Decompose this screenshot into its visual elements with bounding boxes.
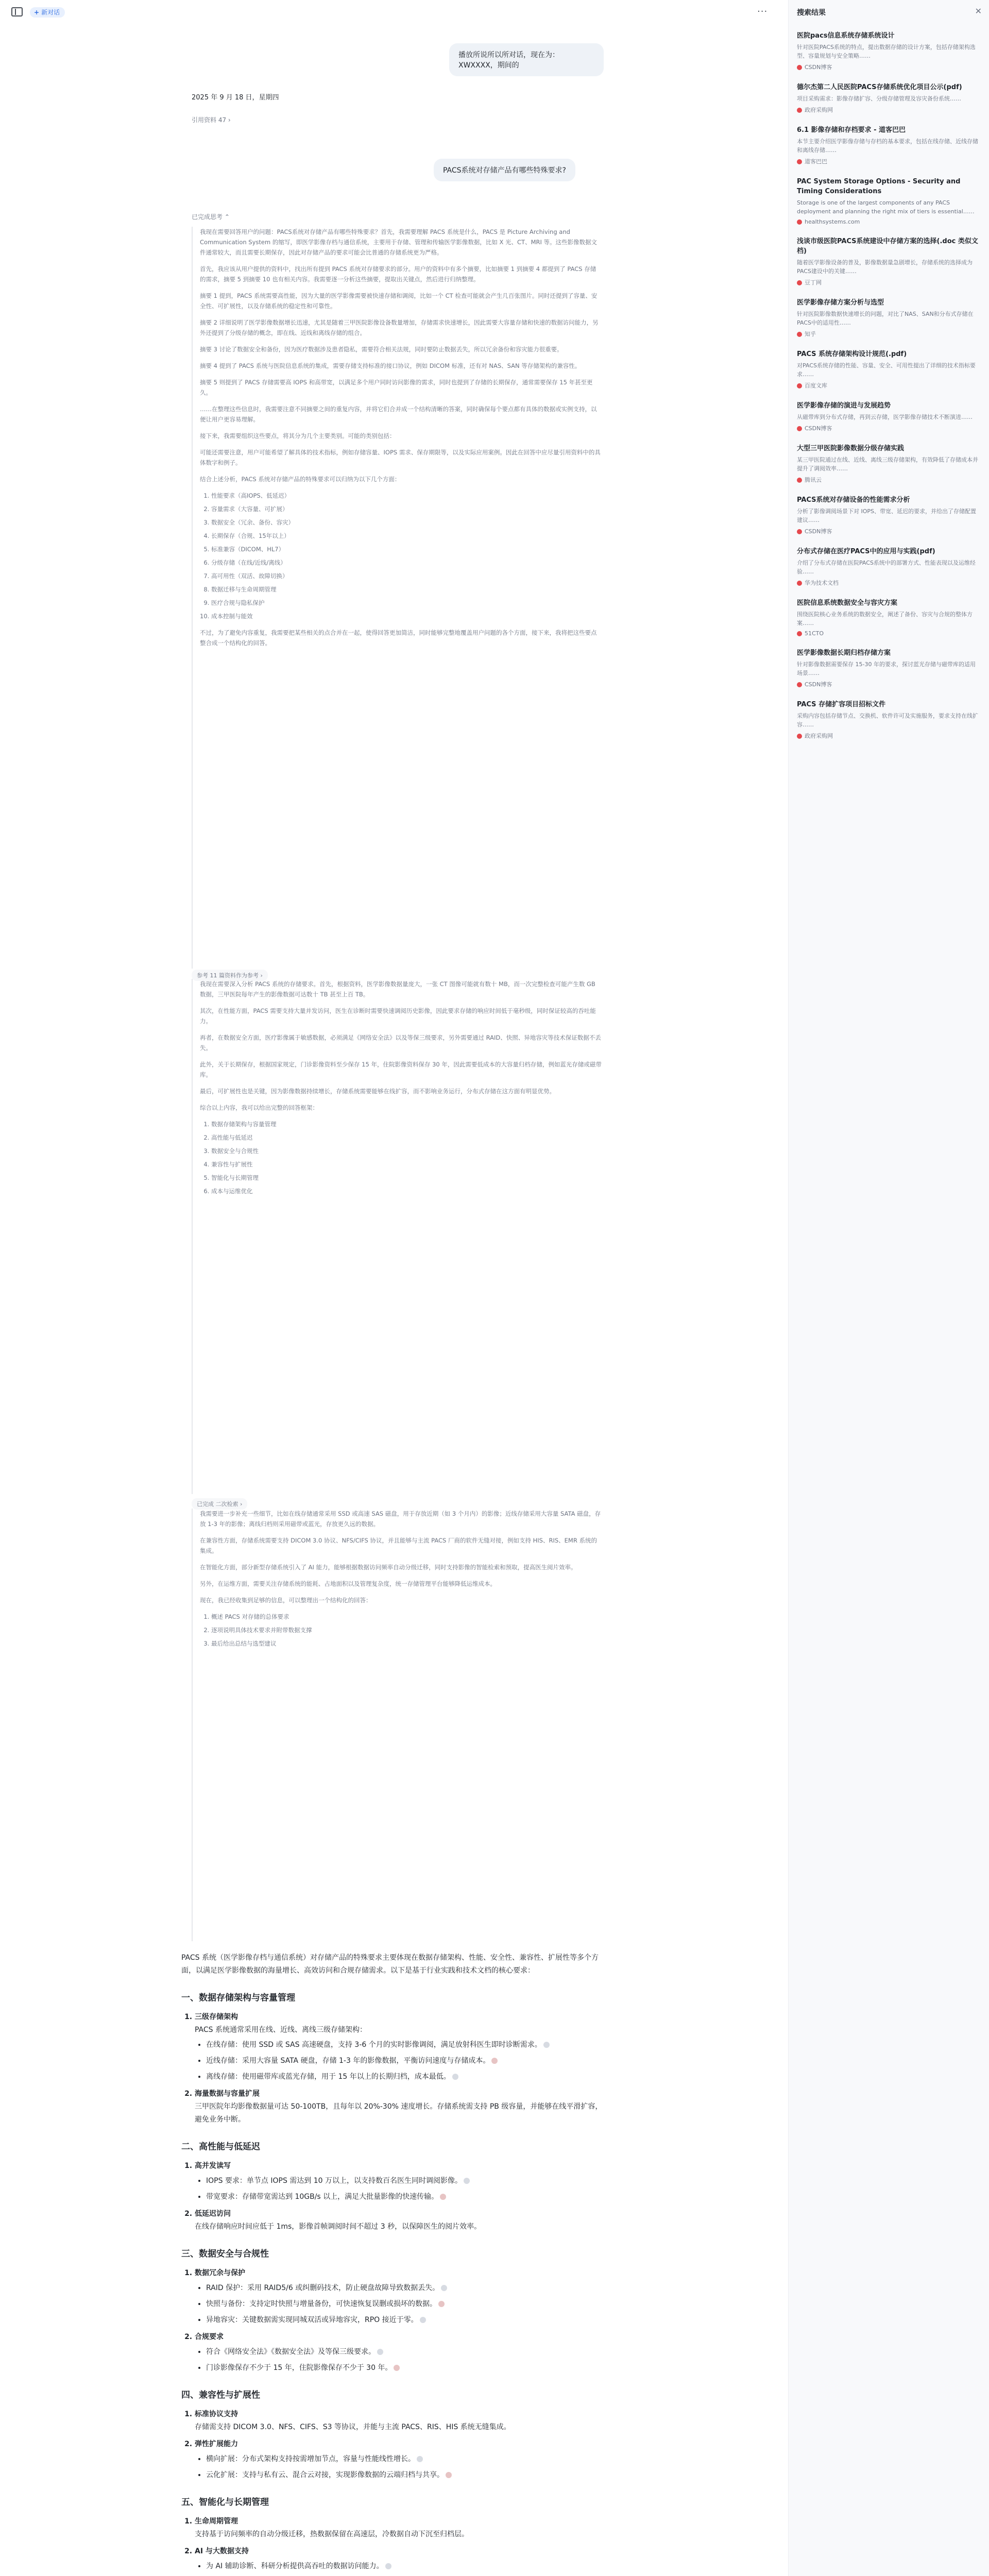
thinking-list [200, 1612, 602, 1649]
bullet-item [206, 2314, 604, 2327]
item-heading: 标准协议支持 [195, 2410, 238, 2418]
section-item [195, 2515, 604, 2541]
bullet-item [206, 2282, 604, 2295]
site-favicon-icon [797, 734, 802, 739]
user-message: 播放所说所以所对话，现在为：XWXXXX，期间的 [449, 43, 604, 76]
site-favicon-icon [797, 108, 802, 113]
thinking-paragraph: 我需要进一步补充一些细节，比如在线存储通常采用 SSD 或高速 SAS 磁盘，用于存放近期（如 3 个月内）的影像；近线存储采用大容量 SATA 磁盘，存放 1-3 年的影像；离线归档则采用磁带或蓝光，存放更久远的数据。 [200, 1510, 601, 1528]
site-favicon-icon [797, 478, 802, 483]
thinking-list [200, 490, 602, 621]
source-snippet: 针对医院影像数据快速增长的问题，对比了NAS、SAN和分布式存储在PACS中的适用性…… [797, 311, 974, 326]
item-heading: 海量数据与容量扩展 [195, 2090, 260, 2098]
citation-icon[interactable] [440, 2194, 446, 2200]
bullet-text: 离线存储：使用磁带库或蓝光存储，用于 15 年以上的长期归档，成本最低。 [206, 2073, 451, 2081]
thinking-paragraph: 结合上述分析，PACS 系统对存储产品的特殊要求可以归纳为以下几个方面： [200, 476, 401, 483]
bullet-item [206, 2469, 604, 2482]
item-body: 三甲医院年均影像数据量可达 50-100TB，且每年以 20%-30% 速度增长。存储系统需支持 PB 级容量，并能够在线平滑扩容，避免业务中断。 [195, 2103, 603, 2124]
site-name: CSDN博客 [805, 528, 832, 535]
bullet-text: IOPS 要求：单节点 IOPS 需达到 10 万以上，以支持数百名医生同时调阅影像。 [206, 2177, 463, 2185]
thinking-paragraph: 在兼容性方面，存储系统需要支持 DICOM 3.0 协议、NFS/CIFS 协议，并且能够与主流 PACS 厂商的软件无缝对接，例如支持 HIS、RIS、EMR 系统的集成。 [200, 1537, 597, 1554]
source-title[interactable]: PAC System Storage Options - Security and Timing Considerations [797, 178, 961, 195]
source-snippet: 围绕医院核心业务系统的数据安全，阐述了备份、容灾与合规的整体方案…… [797, 611, 973, 626]
list-item: 3. 数据安全（冗余、备份、容灾） [211, 517, 602, 528]
source-site [797, 278, 979, 286]
item-heading: 低延迟访问 [195, 2210, 231, 2218]
source-title[interactable]: 医学影像数据长期归档存储方案 [797, 649, 891, 657]
date-line: 2025 年 9 月 18 日，星期四 [192, 94, 279, 101]
source-site [797, 630, 979, 637]
thinking-paragraph: 摘要 1 提到，PACS 系统需要高性能，因为大量的医学影像需要被快速存储和调阅，比如一个 CT 检查可能就会产生几百张图片。同时还提到了容量、安全性、可扩展性，以及存储系统的稳定性和可靠性。 [200, 292, 598, 310]
thinking-paragraph: 现在，我已经收集到足够的信息，可以整理出一个结构化的回答： [200, 1597, 372, 1604]
search-chip[interactable]: 已完成 二次检索 › [192, 1498, 247, 1510]
citation-icon[interactable] [441, 2285, 447, 2291]
source-title[interactable]: 6.1 影像存储和存档要求 - 道客巴巴 [797, 126, 906, 134]
thinking-paragraph: 摘要 2 详细说明了医学影像数据增长迅速，尤其是随着三甲医院影像设备数量增加，存储需求快速增长，因此需要大容量存储和快速的数据访问能力，另外还提到了分级存储的概念，即在线、近线和离线存储的组合。 [200, 319, 599, 336]
bullet-text: 快照与备份：支持定时快照与增量备份，可快速恢复误删或损坏的数据。 [206, 2300, 437, 2308]
source-snippet: 采购内容包括存储节点、交换机、软件许可及实施服务，要求支持在线扩容…… [797, 713, 978, 728]
bullet-list [195, 2175, 604, 2204]
site-name: healthsystems.com [805, 218, 860, 225]
bullet-item [206, 2191, 604, 2204]
bullet-item [206, 2175, 604, 2188]
source-snippet: 某三甲医院通过在线、近线、离线三级存储架构，有效降低了存储成本并提升了调阅效率…… [797, 456, 978, 472]
list-item: 1. 性能要求（高IOPS、低延迟） [211, 490, 602, 501]
item-body: 在线存储响应时间应低于 1ms，影像首帧调阅时间不超过 3 秒，以保障医生的阅片效率。 [195, 2223, 482, 2231]
answer-sections [181, 1992, 604, 2576]
source-snippet: 对PACS系统存储的性能、容量、安全、可用性提出了详细的技术指标要求…… [797, 362, 976, 378]
source-card[interactable] [797, 648, 979, 688]
site-name: 道客巴巴 [805, 158, 827, 165]
bullet-text: 门诊影像保存不少于 15 年，住院影像保存不少于 30 年。 [206, 2364, 393, 2372]
citation-icon[interactable] [491, 2058, 498, 2064]
source-title[interactable]: PACS 系统存储架构设计规范(.pdf) [797, 350, 907, 358]
thinking-paragraph: 可能还需要注意，用户可能希望了解具体的技术指标，例如存储容量、IOPS 需求、保存期限等，以及实际应用案例。因此在回答中应尽量引用资料中的具体数字和例子。 [200, 449, 601, 466]
item-heading: 三级存储架构 [195, 2013, 238, 2021]
source-title[interactable]: 医学影像存储的演进与发展趋势 [797, 402, 891, 410]
list-item: 9. 医疗合规与隐私保护 [211, 598, 602, 608]
site-favicon-icon [797, 332, 802, 337]
citation-icon[interactable] [420, 2317, 426, 2323]
references-toggle[interactable]: 引用资料 47 › [192, 116, 231, 124]
panel-title: 搜索结果 [797, 9, 826, 17]
site-name: 华为技术文档 [805, 580, 839, 586]
search-chip[interactable]: 参考 11 篇资料作为参考 › [192, 970, 268, 981]
section-heading: 五、智能化与长期管理 [181, 2497, 269, 2507]
source-title[interactable]: 医院pacs信息系统存储系统设计 [797, 32, 895, 40]
source-title[interactable]: 浅谈市级医院PACS系统建设中存储方案的选择(.doc 类似文档) [797, 238, 978, 255]
source-title[interactable]: 大型三甲医院影像数据分级存储实践 [797, 445, 905, 452]
source-card[interactable] [797, 177, 979, 225]
bullet-text: 符合《网络安全法》《数据安全法》及等保三级要求。 [206, 2348, 376, 2356]
thinking-list [200, 1119, 602, 1196]
thinking-paragraph: 摘要 3 讨论了数据安全和备份，因为医疗数据涉及患者隐私，需要符合相关法规，同时要防止数据丢失，所以冗余备份和容灾能力很重要。 [200, 346, 563, 353]
source-card[interactable] [797, 31, 979, 71]
source-card[interactable] [797, 444, 979, 484]
section-list [181, 2160, 604, 2233]
list-item: 7. 高可用性（双活、故障切换） [211, 571, 602, 581]
source-card[interactable] [797, 495, 979, 535]
source-site [797, 579, 979, 587]
source-site [797, 476, 979, 484]
source-title[interactable]: PACS系统对存储设备的性能需求分析 [797, 496, 910, 504]
source-site [797, 381, 979, 389]
site-favicon-icon [797, 426, 802, 431]
site-favicon-icon [797, 280, 802, 285]
citation-icon[interactable] [446, 2472, 452, 2478]
source-card[interactable] [797, 700, 979, 740]
citation-icon[interactable] [438, 2301, 445, 2307]
source-snippet: 介绍了分布式存储在医院PACS系统中的部署方式、性能表现以及运维经验…… [797, 560, 976, 575]
source-card[interactable] [797, 82, 979, 114]
plus-icon: + [34, 9, 40, 16]
answer-body [181, 1952, 604, 2576]
list-item: 4. 长期保存（合规、15年以上） [211, 531, 602, 541]
site-favicon-icon [797, 529, 802, 534]
bullet-text: 异地容灾：关键数据需实现同城双活或异地容灾，RPO 接近于零。 [206, 2316, 418, 2324]
section-heading: 四、兼容性与扩展性 [181, 2390, 260, 2400]
site-name: 政府采购网 [805, 107, 833, 113]
user-message: PACS系统对存储产品有哪些特殊要求? [434, 159, 575, 181]
source-title[interactable]: 医院信息系统数据安全与容灾方案 [797, 599, 898, 607]
site-favicon-icon [797, 581, 802, 586]
thinking-block [192, 979, 602, 1494]
list-item: 2. 容量需求（大容量、可扩展） [211, 504, 602, 514]
source-site [797, 330, 979, 338]
citation-icon[interactable] [464, 2178, 470, 2184]
thinking-paragraph: 不过，为了避免内容重复，我需要把某些相关的点合并在一起，使得回答更加简洁，同时能够完整地覆盖用户问题的各个方面，接下来，我将把这些要点整合成一个结构化的回答。 [200, 629, 597, 647]
thinking-paragraph: 综合以上内容，我可以给出完整的回答框架： [200, 1104, 318, 1111]
source-snippet: 分析了影像调阅场景下对 IOPS、带宽、延迟的要求，并给出了存储配置建议…… [797, 508, 977, 523]
bullet-item [206, 2055, 604, 2067]
bullet-item [206, 2560, 604, 2573]
list-item: 1. 概述 PACS 对存储的总体要求 [211, 1612, 602, 1622]
source-site [797, 63, 979, 71]
list-item: 3. 最后给出总结与选型建议 [211, 1638, 602, 1649]
bullet-text: RAID 保护：采用 RAID5/6 或纠删码技术，防止硬盘故障导致数据丢失。 [206, 2284, 440, 2292]
section-item [195, 2545, 604, 2576]
new-chat-button[interactable] [30, 7, 65, 18]
source-title[interactable]: 分布式存储在医疗PACS中的应用与实践(pdf) [797, 548, 935, 555]
site-name: CSDN博客 [805, 425, 832, 432]
thinking-paragraph: 接下来，我需要组织这些要点，将其分为几个主要类别。可能的类别包括： [200, 432, 396, 439]
list-item: 2. 高性能与低延迟 [211, 1132, 602, 1143]
bullet-list [195, 2282, 604, 2327]
source-card[interactable] [797, 598, 979, 637]
citation-icon[interactable] [543, 2042, 550, 2048]
source-site [797, 157, 979, 165]
citation-icon[interactable] [452, 2074, 458, 2080]
site-name: CSDN博客 [805, 64, 832, 71]
close-icon[interactable]: ✕ [975, 6, 982, 16]
section-heading: 三、数据安全与合规性 [181, 2249, 269, 2259]
source-title[interactable]: 德尔杰第二人民医院PACS存储系统优化项目公示(pdf) [797, 83, 962, 91]
list-item: 6. 成本与运维优化 [211, 1186, 602, 1196]
site-name: CSDN博客 [805, 681, 832, 688]
list-item: 5. 标准兼容（DICOM、HL7） [211, 544, 602, 554]
thinking-paragraph: 在智能化方面，部分新型存储系统引入了 AI 能力，能够根据数据访问频率自动分级迁移，同时支持影像的智能检索和预取，提高医生阅片效率。 [200, 1564, 577, 1571]
bullet-item [206, 2362, 604, 2375]
thinking-block [192, 227, 602, 969]
site-favicon-icon [797, 65, 802, 70]
thinking-paragraph: 我现在需要回答用户的问题：PACS系统对存储产品有哪些特殊要求？首先，我需要理解 PACS 系统是什么，PACS 是 Picture Archiving and Communication System 的缩写，即医学影像存档与通信系统，主要用于存储、管理和传输医学影像数据，比如 X 光、CT、MRI 等。这些影像数据文件通常较大，而且需要长期保存，因此对存储产品的要求可能会比普通的存储系统更为严格。 [200, 228, 598, 256]
site-name: 知乎 [805, 331, 816, 337]
thinking-block [192, 1509, 602, 1941]
thinking-paragraph: 摘要 4 提到了 PACS 系统与医院信息系统的集成，需要存储支持标准的接口协议，例如 DICOM 标准，还有对 NAS、SAN 等存储架构的兼容性。 [200, 362, 581, 369]
list-item: 8. 数据迁移与生命周期管理 [211, 584, 602, 595]
bullet-list [195, 2039, 604, 2083]
thinking-paragraph: 其次，在性能方面，PACS 需要支持大量并发访问，医生在诊断时需要快速调阅历史影像，因此要求存储的响应时间低于毫秒级，同时保证较高的吞吐能力。 [200, 1007, 596, 1025]
top-bar [0, 0, 773, 25]
source-snippet: 从磁带库到分布式存储，再到云存储，医学影像存储技术不断演进…… [797, 414, 973, 420]
list-item: 1. 数据存储架构与容量管理 [211, 1119, 602, 1129]
source-title[interactable]: PACS 存储扩容项目招标文件 [797, 701, 886, 708]
new-chat-label: 新对话 [41, 9, 60, 16]
thinking-paragraph: 我现在需要深入分析 PACS 系统的存储要求。首先，根据资料，医学影像数据量庞大，一张 CT 图像可能就有数十 MB，而一次完整检查可能产生数 GB 数据，三甲医院每年产生的影像数据可达数十 TB 甚至上百 TB。 [200, 980, 595, 998]
item-body: PACS 系统通常采用在线、近线、离线三级存储架构： [195, 2026, 367, 2034]
section-item [195, 2408, 604, 2434]
source-card[interactable] [797, 547, 979, 587]
source-list [797, 31, 979, 751]
section-item [195, 2331, 604, 2375]
item-body: 存储需支持 DICOM 3.0、NFS、CIFS、S3 等协议，并能与主流 PACS、RIS、HIS 系统无缝集成。 [195, 2423, 511, 2431]
thinking-toggle[interactable]: 已完成思考 ⌃ [192, 213, 230, 221]
source-card[interactable] [797, 125, 979, 165]
bullet-text: 在线存储：使用 SSD 或 SAS 高速硬盘，支持 3-6 个月的实时影像调阅，满足放射科医生即时诊断需求。 [206, 2041, 542, 2049]
list-item: 2. 逐项说明具体技术要求并附带数据支撑 [211, 1625, 602, 1635]
section-item [195, 2160, 604, 2204]
site-name: 百度文库 [805, 382, 827, 389]
bullet-item [206, 2071, 604, 2083]
section-heading: 一、数据存储架构与容量管理 [181, 1993, 295, 2003]
section-item [195, 2438, 604, 2482]
sidebar-toggle-icon[interactable] [11, 7, 23, 16]
item-heading: 生命周期管理 [195, 2517, 238, 2526]
bullet-text: 横向扩展：分布式架构支持按需增加节点，容量与性能线性增长。 [206, 2455, 415, 2463]
site-favicon-icon [797, 631, 802, 636]
bullet-list [195, 2346, 604, 2375]
bullet-text: 云化扩展：支持与私有云、混合云对接，实现影像数据的云端归档与共享。 [206, 2471, 444, 2479]
list-item: 10. 成本控制与能效 [211, 611, 602, 621]
bullet-list [195, 2453, 604, 2482]
section-list [181, 2515, 604, 2576]
source-card[interactable] [797, 349, 979, 389]
citation-icon[interactable] [385, 2563, 391, 2569]
source-snippet: 本节主要介绍医学影像存储与存档的基本要求，包括在线存储、近线存储和离线存储…… [797, 138, 978, 154]
citation-icon[interactable] [394, 2365, 400, 2371]
bullet-item [206, 2039, 604, 2052]
source-site [797, 527, 979, 535]
item-heading: 数据冗余与保护 [195, 2269, 245, 2277]
item-heading: 高并发读写 [195, 2162, 231, 2170]
site-name: 政府采购网 [805, 733, 833, 739]
source-snippet: 针对医院PACS系统的特点，提出数据存储的设计方案，包括存储架构选型、容量规划与安全策略…… [797, 44, 976, 59]
source-card[interactable] [797, 236, 979, 286]
site-favicon-icon [797, 383, 802, 388]
source-snippet: 针对影像数据需要保存 15-30 年的要求，探讨蓝光存储与磁带库的适用场景…… [797, 661, 976, 676]
citation-icon[interactable] [417, 2456, 423, 2462]
section-heading: 二、高性能与低延迟 [181, 2142, 260, 2152]
section-item [195, 2208, 604, 2233]
list-item: 4. 兼容性与扩展性 [211, 1159, 602, 1170]
source-site [797, 218, 979, 225]
source-card[interactable] [797, 298, 979, 338]
item-body: 支持基于访问频率的自动分级迁移，热数据保留在高速层，冷数据自动下沉至归档层。 [195, 2530, 469, 2538]
site-name: 豆丁网 [805, 279, 822, 286]
section-list [181, 2011, 604, 2126]
bullet-list [195, 2560, 604, 2576]
section-item [195, 2088, 604, 2126]
bullet-item [206, 2453, 604, 2466]
thinking-paragraph: ……在整理这些信息时，我需要注意不同摘要之间的重复内容，并将它们合并成一个结构清晰的答案，同时确保每个要点都有具体的数据或实例支持，以便让用户更容易理解。 [200, 405, 597, 423]
list-item: 5. 智能化与长期管理 [211, 1173, 602, 1183]
site-name: 51CTO [805, 630, 824, 637]
site-name: 腾讯云 [805, 477, 822, 483]
source-snippet: 项目采购需求：影像存储扩容、分级存储管理及容灾备份系统…… [797, 95, 961, 102]
thinking-paragraph: 此外，关于长期保存，根据国家规定，门诊影像资料至少保存 15 年，住院影像资料保存 30 年，因此需要低成本的大容量归档存储，例如蓝光存储或磁带库。 [200, 1061, 602, 1078]
site-favicon-icon [797, 159, 802, 164]
bullet-item [206, 2346, 604, 2359]
list-item: 3. 数据安全与合规性 [211, 1146, 602, 1156]
section-item [195, 2011, 604, 2083]
bullet-text: 为 AI 辅助诊断、科研分析提供高吞吐的数据访问能力。 [206, 2562, 384, 2570]
source-snippet: Storage is one of the largest components of any PACS deployment and planning the right mix of tiers is essential…… [797, 199, 975, 215]
bullet-text: 近线存储：采用大容量 SATA 硬盘，存储 1-3 年的影像数据，平衡访问速度与存储成本。 [206, 2057, 490, 2065]
thinking-paragraph: 另外，在运维方面，需要关注存储系统的能耗、占地面积以及管理复杂度，统一存储管理平台能够降低运维成本。 [200, 1580, 496, 1587]
list-item: 6. 分级存储（在线/近线/离线） [211, 557, 602, 568]
source-site [797, 732, 979, 740]
answer-intro: PACS 系统（医学影像存档与通信系统）对存储产品的特殊要求主要体现在数据存储架构、性能、安全性、兼容性、扩展性等多个方面，以满足医学影像数据的海量增长、高效访问和合规存储需求。以下是基于行业实践和技术文档的核心要求： [181, 1954, 599, 1975]
site-favicon-icon [797, 219, 802, 225]
item-heading: 弹性扩展能力 [195, 2440, 238, 2448]
section-list [181, 2408, 604, 2482]
source-title[interactable]: 医学影像存储方案分析与选型 [797, 299, 884, 307]
section-item [195, 2267, 604, 2327]
thinking-paragraph: 再者，在数据安全方面，医疗影像属于敏感数据，必须满足《网络安全法》以及等保三级要求，另外需要通过 RAID、快照、异地容灾等技术保证数据不丢失。 [200, 1034, 601, 1052]
search-results-panel [788, 0, 989, 2576]
citation-icon[interactable] [377, 2349, 383, 2355]
site-favicon-icon [797, 682, 802, 687]
bullet-item [206, 2298, 604, 2311]
thinking-paragraph: 摘要 5 则提到了 PACS 存储需要高 IOPS 和高带宽，以满足多个用户同时访问影像的需求，同时也提到了存储的长期保存，通常需要保存 15 年甚至更久。 [200, 379, 593, 396]
thinking-paragraph: 最后，可扩展性也是关键，因为影像数据持续增长，存储系统需要能够在线扩容，而不影响业务运行，分布式存储在这方面有明显优势。 [200, 1088, 555, 1095]
source-site [797, 424, 979, 432]
item-heading: AI 与大数据支持 [195, 2547, 249, 2555]
source-snippet: 随着医学影像设备的普及，影像数据量急剧增长，存储系统的选择成为PACS建设中的关键…… [797, 259, 973, 275]
more-options-icon[interactable]: ··· [757, 6, 768, 17]
source-card[interactable] [797, 401, 979, 432]
section-list [181, 2267, 604, 2375]
thinking-paragraph: 首先，我应该从用户提供的资料中，找出所有提到 PACS 系统对存储要求的部分。用户的资料中有多个摘要，比如摘要 1 到摘要 4 都提到了 PACS 存储的需求，摘要 5 到摘要 10 也有相关内容。我需要逐一分析这些摘要，提取出关键点，然后进行归纳整理。 [200, 265, 596, 283]
source-site [797, 680, 979, 688]
item-heading: 合规要求 [195, 2333, 224, 2341]
bullet-text: 带宽要求：存储带宽需达到 10GB/s 以上，满足大批量影像的快速传输。 [206, 2193, 439, 2201]
source-site [797, 106, 979, 114]
